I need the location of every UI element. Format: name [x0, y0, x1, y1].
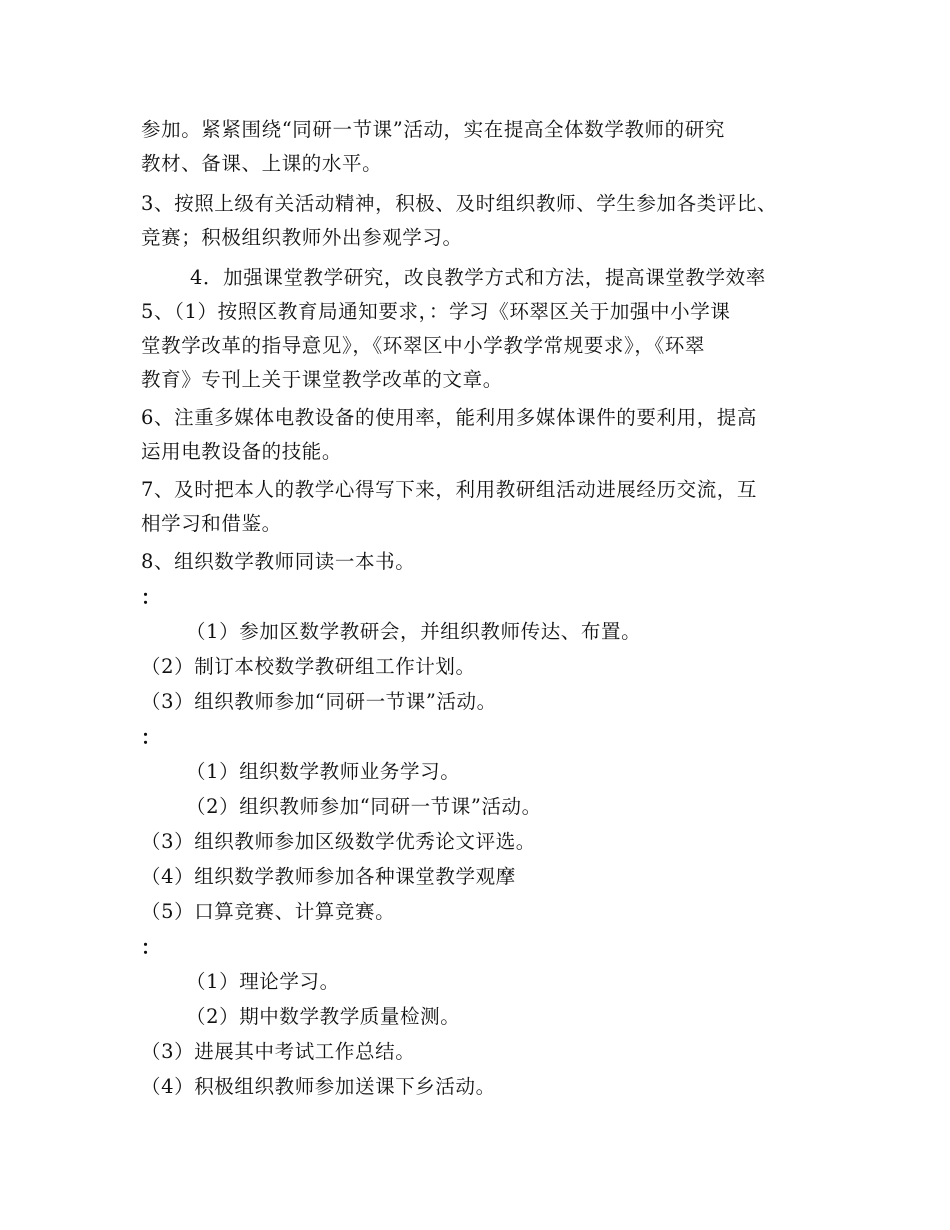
- text-line: 3、按照上级有关活动精神，积极、及时组织教师、学生参加各类评比、: [141, 192, 778, 215]
- text-line: 教育》专刊上关于课堂教学改革的文章。: [141, 368, 503, 391]
- text-line: 6、注重多媒体电教设备的使用率，能利用多媒体课件的要利用，提高: [141, 406, 758, 429]
- list-item: （1）组织数学教师业务学习。: [186, 760, 461, 783]
- text-line: 相学习和借鉴。: [141, 512, 282, 535]
- text-line: 教材、备课、上课的水平。: [141, 152, 383, 175]
- text-line: 4．加强课堂教学研究，改良教学方式和方法，提高课堂教学效率: [190, 266, 766, 289]
- list-item: （4）组织数学教师参加各种课堂教学观摩: [141, 865, 516, 888]
- text-line: 7、及时把本人的教学心得写下来，利用教研组活动进展经历交流，互: [141, 478, 758, 501]
- text-line: 运用电教设备的技能。: [141, 440, 343, 463]
- list-item: （1）理论学习。: [186, 970, 340, 993]
- list-item: （2）制订本校数学教研组工作计划。: [141, 655, 476, 678]
- list-item: （3）组织教师参加“同研一节课”活动。: [141, 690, 497, 713]
- text-line: 5、（1）按照区教育局通知要求，：学习《环翠区关于加强中小学课: [141, 300, 731, 323]
- list-item: （5）口算竞赛、计算竞赛。: [141, 900, 396, 923]
- section-colon: ：: [141, 726, 162, 749]
- text-line: 堂教学改革的指导意见》，《环翠区中小学教学常规要求》，《环翠: [141, 334, 706, 357]
- text-line: 8、组织数学教师同读一本书。: [141, 550, 416, 573]
- text-line: 竞赛；积极组织教师外出参观学习。: [141, 226, 463, 249]
- list-item: （1）参加区数学教研会，并组织教师传达、布置。: [186, 620, 642, 643]
- list-item: （2）组织教师参加“同研一节课”活动。: [186, 795, 542, 818]
- list-item: （3）进展其中考试工作总结。: [141, 1040, 416, 1063]
- section-colon: ：: [141, 586, 162, 609]
- list-item: （3）组织教师参加区级数学优秀论文评选。: [141, 830, 536, 853]
- section-colon: ：: [141, 936, 162, 959]
- text-line: 参加。紧紧围绕“同研一节课”活动，实在提高全体数学教师的研究: [141, 118, 725, 141]
- list-item: （2）期中数学教学质量检测。: [186, 1005, 461, 1028]
- list-item: （4）积极组织教师参加送课下乡活动。: [141, 1075, 496, 1098]
